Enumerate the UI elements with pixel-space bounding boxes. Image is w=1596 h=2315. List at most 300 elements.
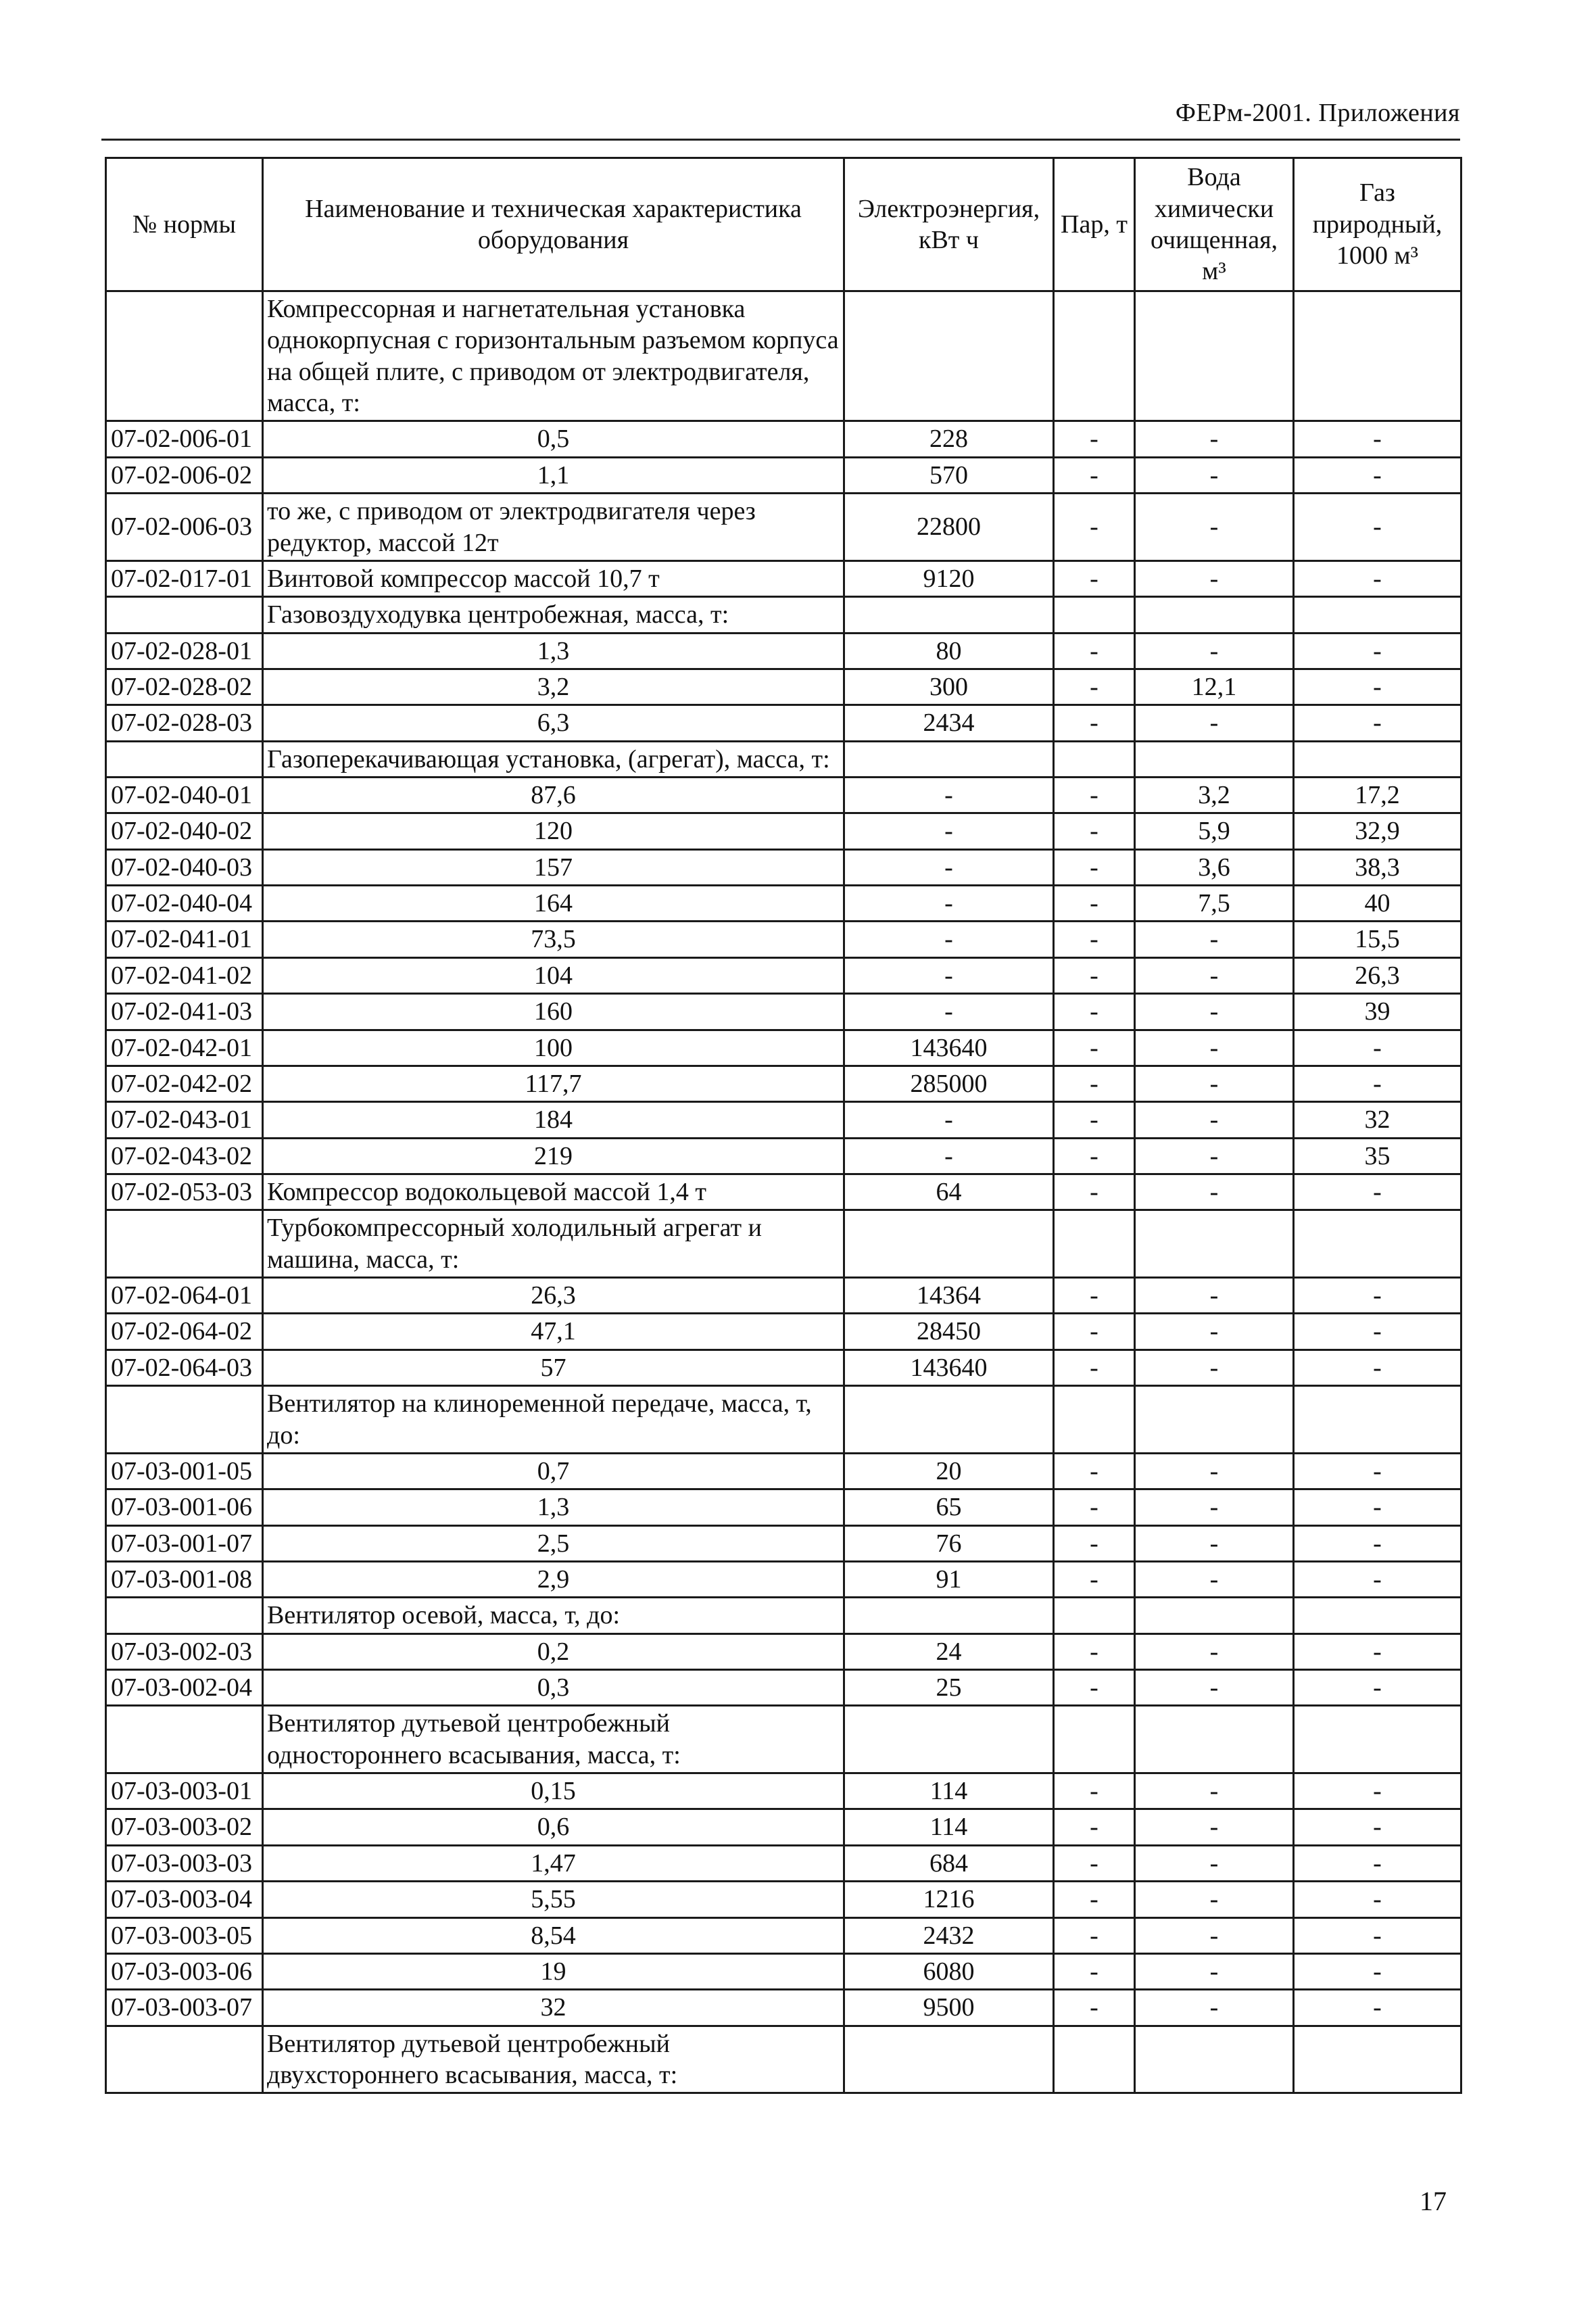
name-cell: 160 (263, 994, 844, 1030)
table-row (106, 457, 1461, 493)
gas-cell (1294, 291, 1461, 421)
water-cell (1135, 1386, 1294, 1454)
table-row (106, 669, 1461, 705)
steam-cell: - (1054, 1990, 1135, 2026)
water-cell: - (1135, 1066, 1294, 1101)
electricity-cell: - (844, 1138, 1054, 1174)
water-cell: 12,1 (1135, 669, 1294, 705)
name-cell: 0,3 (263, 1670, 844, 1706)
code-cell: 07-03-003-03 (106, 1845, 263, 1881)
running-header (101, 98, 1460, 141)
water-cell (1135, 1706, 1294, 1773)
steam-cell (1054, 1598, 1135, 1633)
code-cell: 07-02-006-01 (106, 421, 263, 457)
table-row (106, 1489, 1461, 1525)
code-cell: 07-02-064-03 (106, 1350, 263, 1385)
name-cell: Турбокомпрессорный холодильный агрегат и машина, масса, т: (263, 1210, 844, 1278)
norms-table (105, 157, 1462, 2094)
steam-cell: - (1054, 1773, 1135, 1809)
name-cell: 6,3 (263, 705, 844, 741)
code-cell (106, 1386, 263, 1454)
electricity-cell: 28450 (844, 1314, 1054, 1350)
gas-cell: 38,3 (1294, 849, 1461, 885)
water-cell: - (1135, 1773, 1294, 1809)
water-cell (1135, 1210, 1294, 1278)
gas-cell: - (1294, 1917, 1461, 1953)
table-row (106, 1882, 1461, 1917)
table-row (106, 1030, 1461, 1066)
code-cell: 07-02-041-02 (106, 957, 263, 993)
water-cell: - (1135, 957, 1294, 993)
table-row (106, 1102, 1461, 1138)
code-cell: 07-03-003-05 (106, 1917, 263, 1953)
water-cell: - (1135, 1882, 1294, 1917)
code-cell: 07-02-040-01 (106, 778, 263, 813)
name-cell: 2,9 (263, 1561, 844, 1597)
steam-cell: - (1054, 1917, 1135, 1953)
steam-cell: - (1054, 849, 1135, 885)
electricity-cell: 20 (844, 1453, 1054, 1489)
gas-cell: - (1294, 633, 1461, 669)
gas-cell (1294, 2026, 1461, 2093)
electricity-cell: 228 (844, 421, 1054, 457)
gas-cell: 26,3 (1294, 957, 1461, 993)
name-cell: 3,2 (263, 669, 844, 705)
code-cell: 07-02-028-01 (106, 633, 263, 669)
water-cell: - (1135, 1453, 1294, 1489)
gas-cell: - (1294, 560, 1461, 596)
table-row (106, 1561, 1461, 1597)
code-cell: 07-02-028-02 (106, 669, 263, 705)
table-row (106, 1917, 1461, 1953)
steam-cell: - (1054, 421, 1135, 457)
water-cell (1135, 597, 1294, 633)
steam-cell: - (1054, 1314, 1135, 1350)
code-cell (106, 1598, 263, 1633)
code-cell: 07-02-040-04 (106, 886, 263, 922)
code-cell: 07-02-040-02 (106, 813, 263, 849)
code-cell: 07-03-003-07 (106, 1990, 263, 2026)
column-header-electricity: Электроэнергия, кВт ч (844, 158, 1054, 291)
steam-cell: - (1054, 1278, 1135, 1314)
electricity-cell: - (844, 1102, 1054, 1138)
water-cell: - (1135, 633, 1294, 669)
table-row (106, 1066, 1461, 1101)
gas-cell (1294, 1598, 1461, 1633)
steam-cell: - (1054, 1809, 1135, 1845)
table-row (106, 849, 1461, 885)
steam-cell (1054, 1210, 1135, 1278)
gas-cell: - (1294, 1350, 1461, 1385)
water-cell (1135, 741, 1294, 777)
electricity-cell: 25 (844, 1670, 1054, 1706)
electricity-cell: 300 (844, 669, 1054, 705)
steam-cell: - (1054, 1882, 1135, 1917)
water-cell: 3,6 (1135, 849, 1294, 885)
name-cell: 26,3 (263, 1278, 844, 1314)
steam-cell (1054, 741, 1135, 777)
name-cell: 1,47 (263, 1845, 844, 1881)
name-cell: 32 (263, 1990, 844, 2026)
steam-cell (1054, 597, 1135, 633)
gas-cell: - (1294, 1453, 1461, 1489)
group-heading-row (106, 1598, 1461, 1633)
name-cell: 1,3 (263, 1489, 844, 1525)
gas-cell: - (1294, 705, 1461, 741)
table-row (106, 1453, 1461, 1489)
name-cell: то же, с приводом от электродвигателя через редуктор, массой 12т (263, 494, 844, 561)
water-cell: - (1135, 1138, 1294, 1174)
steam-cell: - (1054, 669, 1135, 705)
table-row (106, 1525, 1461, 1561)
electricity-cell: 80 (844, 633, 1054, 669)
gas-cell: - (1294, 1278, 1461, 1314)
gas-cell: - (1294, 1489, 1461, 1525)
name-cell: Вентилятор осевой, масса, т, до: (263, 1598, 844, 1633)
table-row (106, 1845, 1461, 1881)
code-cell (106, 2026, 263, 2093)
water-cell: - (1135, 1670, 1294, 1706)
table-row (106, 1138, 1461, 1174)
table-row (106, 494, 1461, 561)
water-cell (1135, 291, 1294, 421)
electricity-cell: - (844, 778, 1054, 813)
gas-cell: - (1294, 1030, 1461, 1066)
code-cell: 07-02-043-02 (106, 1138, 263, 1174)
gas-cell: 35 (1294, 1138, 1461, 1174)
name-cell: Винтовой компрессор массой 10,7 т (263, 560, 844, 596)
name-cell: 47,1 (263, 1314, 844, 1350)
table-row (106, 1809, 1461, 1845)
code-cell: 07-02-053-03 (106, 1174, 263, 1210)
water-cell: - (1135, 494, 1294, 561)
steam-cell: - (1054, 1489, 1135, 1525)
table-row (106, 1278, 1461, 1314)
steam-cell: - (1054, 1350, 1135, 1385)
electricity-cell (844, 1598, 1054, 1633)
name-cell: 117,7 (263, 1066, 844, 1101)
electricity-cell (844, 597, 1054, 633)
water-cell: - (1135, 1561, 1294, 1597)
water-cell: - (1135, 1633, 1294, 1669)
table-row (106, 778, 1461, 813)
steam-cell (1054, 1386, 1135, 1454)
water-cell: - (1135, 1809, 1294, 1845)
electricity-cell: 143640 (844, 1030, 1054, 1066)
code-cell: 07-03-003-04 (106, 1882, 263, 1917)
electricity-cell: - (844, 886, 1054, 922)
gas-cell: - (1294, 1845, 1461, 1881)
electricity-cell: 64 (844, 1174, 1054, 1210)
gas-cell: - (1294, 1773, 1461, 1809)
code-cell: 07-03-003-02 (106, 1809, 263, 1845)
table-row (106, 633, 1461, 669)
group-heading-row (106, 741, 1461, 777)
electricity-cell: 684 (844, 1845, 1054, 1881)
electricity-cell: 114 (844, 1773, 1054, 1809)
code-cell: 07-03-002-04 (106, 1670, 263, 1706)
electricity-cell: 285000 (844, 1066, 1054, 1101)
water-cell: - (1135, 1525, 1294, 1561)
name-cell: 73,5 (263, 922, 844, 957)
electricity-cell: 14364 (844, 1278, 1054, 1314)
electricity-cell: 1216 (844, 1882, 1054, 1917)
steam-cell: - (1054, 1453, 1135, 1489)
electricity-cell: - (844, 813, 1054, 849)
steam-cell: - (1054, 1174, 1135, 1210)
water-cell: - (1135, 1278, 1294, 1314)
steam-cell: - (1054, 1953, 1135, 1989)
steam-cell: - (1054, 1525, 1135, 1561)
name-cell: 184 (263, 1102, 844, 1138)
column-header-gas: Газ природный, 1000 м³ (1294, 158, 1461, 291)
steam-cell: - (1054, 1561, 1135, 1597)
code-cell: 07-02-006-02 (106, 457, 263, 493)
gas-cell: 32 (1294, 1102, 1461, 1138)
gas-cell (1294, 741, 1461, 777)
electricity-cell (844, 2026, 1054, 2093)
code-cell: 07-02-043-01 (106, 1102, 263, 1138)
gas-cell: - (1294, 1990, 1461, 2026)
table-row (106, 560, 1461, 596)
table-row (106, 1174, 1461, 1210)
water-cell: - (1135, 1845, 1294, 1881)
gas-cell: - (1294, 421, 1461, 457)
water-cell: - (1135, 560, 1294, 596)
gas-cell: 40 (1294, 886, 1461, 922)
name-cell: 104 (263, 957, 844, 993)
code-cell: 07-02-042-01 (106, 1030, 263, 1066)
water-cell: - (1135, 994, 1294, 1030)
electricity-cell: 2434 (844, 705, 1054, 741)
water-cell: 3,2 (1135, 778, 1294, 813)
gas-cell: 15,5 (1294, 922, 1461, 957)
water-cell: - (1135, 457, 1294, 493)
gas-cell: - (1294, 1066, 1461, 1101)
steam-cell: - (1054, 778, 1135, 813)
electricity-cell: 76 (844, 1525, 1054, 1561)
steam-cell: - (1054, 1066, 1135, 1101)
code-cell: 07-03-002-03 (106, 1633, 263, 1669)
name-cell: 1,3 (263, 633, 844, 669)
gas-cell: - (1294, 457, 1461, 493)
code-cell: 07-02-040-03 (106, 849, 263, 885)
name-cell: 8,54 (263, 1917, 844, 1953)
table-row (106, 705, 1461, 741)
gas-cell: - (1294, 1953, 1461, 1989)
steam-cell (1054, 2026, 1135, 2093)
electricity-cell: - (844, 994, 1054, 1030)
page-number: 17 (1420, 2186, 1447, 2216)
water-cell: - (1135, 1489, 1294, 1525)
code-cell (106, 1210, 263, 1278)
code-cell: 07-02-017-01 (106, 560, 263, 596)
group-heading-row (106, 2026, 1461, 2093)
electricity-cell: 65 (844, 1489, 1054, 1525)
code-cell: 07-03-001-08 (106, 1561, 263, 1597)
electricity-cell (844, 1210, 1054, 1278)
gas-cell: 39 (1294, 994, 1461, 1030)
name-cell: Вентилятор дутьевой центробежный одностороннего всасывания, масса, т: (263, 1706, 844, 1773)
name-cell: Газоперекачивающая установка, (агрегат), масса, т: (263, 741, 844, 777)
steam-cell: - (1054, 1102, 1135, 1138)
name-cell: Вентилятор на клиноременной передаче, масса, т, до: (263, 1386, 844, 1454)
table-row (106, 1314, 1461, 1350)
gas-cell: - (1294, 1561, 1461, 1597)
name-cell: Компрессорная и нагнетательная установка однокорпусная с горизонтальным разъемом корпуса на общей плите, с приводом от электродвигателя, масса, т: (263, 291, 844, 421)
code-cell: 07-03-003-01 (106, 1773, 263, 1809)
code-cell: 07-02-006-03 (106, 494, 263, 561)
code-cell: 07-02-064-02 (106, 1314, 263, 1350)
steam-cell: - (1054, 457, 1135, 493)
gas-cell (1294, 1210, 1461, 1278)
gas-cell: 32,9 (1294, 813, 1461, 849)
electricity-cell: 9120 (844, 560, 1054, 596)
steam-cell (1054, 1706, 1135, 1773)
electricity-cell: - (844, 922, 1054, 957)
table-row (106, 957, 1461, 993)
name-cell: 0,2 (263, 1633, 844, 1669)
electricity-cell: 570 (844, 457, 1054, 493)
code-cell (106, 741, 263, 777)
gas-cell: 17,2 (1294, 778, 1461, 813)
name-cell: 87,6 (263, 778, 844, 813)
water-cell: - (1135, 1102, 1294, 1138)
name-cell: 120 (263, 813, 844, 849)
code-cell: 07-03-001-07 (106, 1525, 263, 1561)
header-title: ФЕРм-2001. Приложения (1175, 99, 1460, 127)
table-row (106, 886, 1461, 922)
code-cell: 07-02-028-03 (106, 705, 263, 741)
code-cell: 07-03-003-06 (106, 1953, 263, 1989)
group-heading-row (106, 597, 1461, 633)
name-cell: 0,15 (263, 1773, 844, 1809)
steam-cell (1054, 291, 1135, 421)
table-row (106, 922, 1461, 957)
steam-cell: - (1054, 1670, 1135, 1706)
name-cell: Компрессор водокольцевой массой 1,4 т (263, 1174, 844, 1210)
table-row (106, 421, 1461, 457)
electricity-cell: 22800 (844, 494, 1054, 561)
table-row (106, 1990, 1461, 2026)
column-header-name: Наименование и техническая характеристика оборудования (263, 158, 844, 291)
name-cell: 19 (263, 1953, 844, 1989)
steam-cell: - (1054, 1845, 1135, 1881)
code-cell: 07-02-041-01 (106, 922, 263, 957)
gas-cell: - (1294, 1670, 1461, 1706)
table-row (106, 1633, 1461, 1669)
name-cell: 0,5 (263, 421, 844, 457)
code-cell: 07-03-001-06 (106, 1489, 263, 1525)
code-cell: 07-02-042-02 (106, 1066, 263, 1101)
code-cell: 07-03-001-05 (106, 1453, 263, 1489)
gas-cell: - (1294, 1633, 1461, 1669)
table-row (106, 1670, 1461, 1706)
water-cell: - (1135, 421, 1294, 457)
electricity-cell: 9500 (844, 1990, 1054, 2026)
code-cell (106, 291, 263, 421)
water-cell: - (1135, 1030, 1294, 1066)
water-cell: 5,9 (1135, 813, 1294, 849)
electricity-cell: 114 (844, 1809, 1054, 1845)
name-cell: 157 (263, 849, 844, 885)
code-cell: 07-02-064-01 (106, 1278, 263, 1314)
electricity-cell: 24 (844, 1633, 1054, 1669)
name-cell: 100 (263, 1030, 844, 1066)
column-header-steam: Пар, т (1054, 158, 1135, 291)
water-cell (1135, 1598, 1294, 1633)
steam-cell: - (1054, 886, 1135, 922)
group-heading-row (106, 1706, 1461, 1773)
table-row (106, 813, 1461, 849)
gas-cell: - (1294, 1174, 1461, 1210)
column-header-water: Вода химически очищенная, м³ (1135, 158, 1294, 291)
electricity-cell: 6080 (844, 1953, 1054, 1989)
electricity-cell: - (844, 849, 1054, 885)
electricity-cell (844, 1386, 1054, 1454)
table-header-row (106, 158, 1461, 291)
electricity-cell: 143640 (844, 1350, 1054, 1385)
steam-cell: - (1054, 813, 1135, 849)
steam-cell: - (1054, 633, 1135, 669)
table-body (106, 291, 1461, 2093)
steam-cell: - (1054, 1633, 1135, 1669)
water-cell (1135, 2026, 1294, 2093)
water-cell: - (1135, 1917, 1294, 1953)
name-cell: 2,5 (263, 1525, 844, 1561)
gas-cell (1294, 1386, 1461, 1454)
gas-cell: - (1294, 1809, 1461, 1845)
name-cell: 1,1 (263, 457, 844, 493)
gas-cell: - (1294, 1882, 1461, 1917)
gas-cell: - (1294, 1525, 1461, 1561)
steam-cell: - (1054, 922, 1135, 957)
name-cell: 57 (263, 1350, 844, 1385)
gas-cell: - (1294, 494, 1461, 561)
water-cell: 7,5 (1135, 886, 1294, 922)
table-row (106, 1773, 1461, 1809)
steam-cell: - (1054, 560, 1135, 596)
name-cell: 0,6 (263, 1809, 844, 1845)
steam-cell: - (1054, 1138, 1135, 1174)
water-cell: - (1135, 1314, 1294, 1350)
electricity-cell: - (844, 957, 1054, 993)
gas-cell: - (1294, 669, 1461, 705)
name-cell: 0,7 (263, 1453, 844, 1489)
water-cell: - (1135, 1350, 1294, 1385)
gas-cell: - (1294, 1314, 1461, 1350)
water-cell: - (1135, 1174, 1294, 1210)
table-row (106, 1350, 1461, 1385)
electricity-cell (844, 741, 1054, 777)
water-cell: - (1135, 1990, 1294, 2026)
code-cell (106, 597, 263, 633)
water-cell: - (1135, 1953, 1294, 1989)
group-heading-row (106, 291, 1461, 421)
gas-cell (1294, 1706, 1461, 1773)
steam-cell: - (1054, 994, 1135, 1030)
electricity-cell (844, 1706, 1054, 1773)
column-header-code: № нормы (106, 158, 263, 291)
water-cell: - (1135, 705, 1294, 741)
table-row (106, 1953, 1461, 1989)
electricity-cell: 91 (844, 1561, 1054, 1597)
electricity-cell: 2432 (844, 1917, 1054, 1953)
steam-cell: - (1054, 494, 1135, 561)
gas-cell (1294, 597, 1461, 633)
table-row (106, 994, 1461, 1030)
name-cell: Газовоздуходувка центробежная, масса, т: (263, 597, 844, 633)
